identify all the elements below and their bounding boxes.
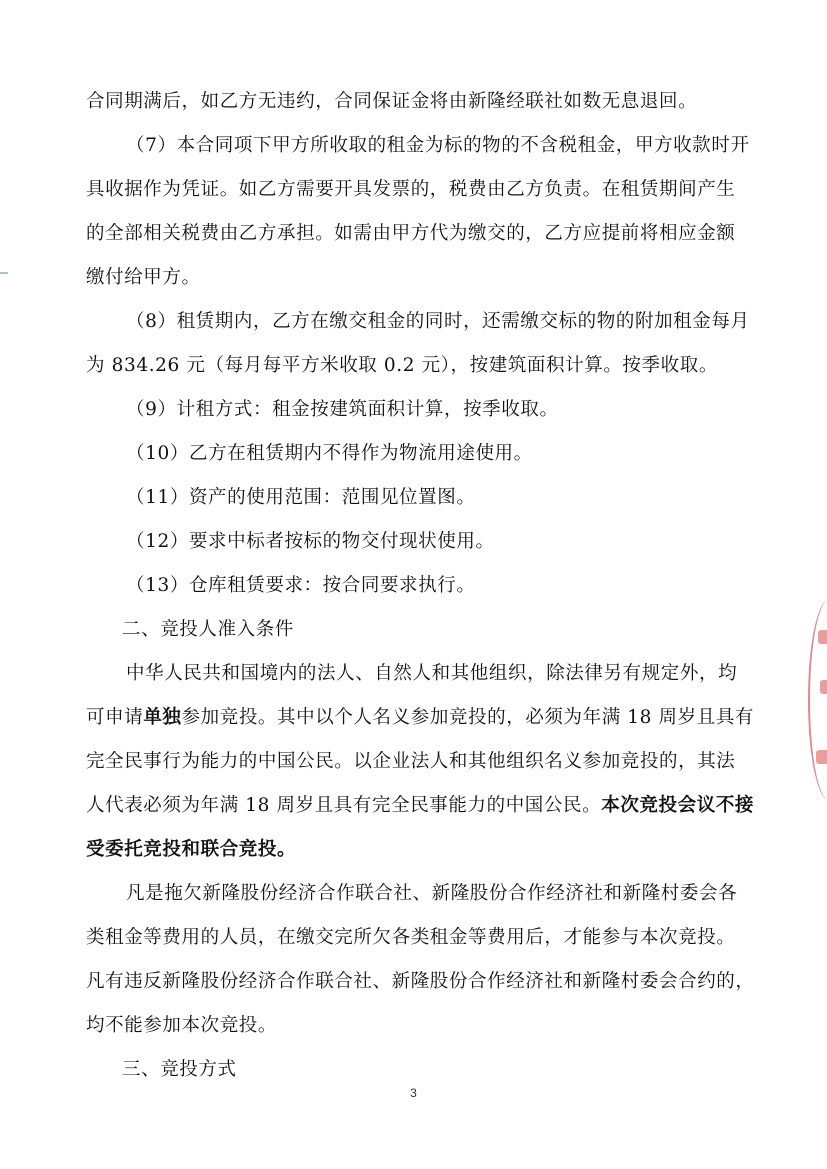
paragraph-line: 具收据作为凭证。如乙方需要开具发票的，税费由乙方负责。在租赁期间产生 (86, 179, 736, 200)
seal-mark (816, 750, 827, 764)
clause-12-line: （12）要求中标者按标的物交付现状使用。 (126, 531, 495, 552)
paragraph-line: 中华人民共和国境内的法人、自然人和其他组织，除法律另有规定外，均 (126, 663, 738, 684)
clause-10-line: （10）乙方在租赁期内不得作为物流用途使用。 (126, 443, 533, 464)
paragraph-line (86, 706, 756, 730)
paragraph-line: 完全民事行为能力的中国公民。以企业法人和其他组织名义参加竞投的，其法 (86, 751, 736, 772)
emphasis-text: 单独 (143, 707, 182, 728)
paragraph-text: 可申请 (86, 707, 144, 728)
paragraph-line: 合同期满后，如乙方无违约，合同保证金将由新隆经联社如数无息退回。 (86, 91, 698, 112)
section-heading-bidding-method: 三、竞投方式 (122, 1059, 237, 1080)
paragraph-line: 的全部相关税费由乙方承担。如需由甲方代为缴交的，乙方应提前将相应金额 (86, 223, 736, 244)
paragraph-line: 为 834.26 元（每月每平方米收取 0.2 元），按建筑面积计算。按季收取。 (86, 355, 718, 376)
emphasis-text: 本次竞投会议不接 (601, 795, 755, 816)
paragraph-line: 类租金等费用的人员，在缴交完所欠各类租金等费用后，才能参与本次竞投。 (86, 927, 736, 948)
paragraph-line: 均不能参加本次竞投。 (86, 1015, 278, 1036)
scan-edge-mark (0, 272, 8, 274)
paragraph-line: 凡有违反新隆股份经济合作联合社、新隆股份合作经济社和新隆村委会合约的， (86, 971, 755, 992)
emphasis-line: 受委托竞投和联合竞投。 (86, 839, 297, 860)
clause-11-line: （11）资产的使用范围：范围见位置图。 (126, 487, 476, 508)
seal-fragment (808, 600, 827, 800)
clause-7-line: （7）本合同项下甲方所收取的租金为标的物的不含税租金，甲方收款时开 (126, 135, 750, 156)
seal-mark (818, 630, 827, 644)
clause-13-line: （13）仓库租赁要求：按合同要求执行。 (126, 575, 476, 596)
paragraph-line: 凡是拖欠新隆股份经济合作联合社、新隆股份合作经济社和新隆村委会各 (126, 883, 738, 904)
paragraph-line: 缴付给甲方。 (86, 267, 201, 288)
section-heading-eligibility: 二、竞投人准入条件 (122, 619, 294, 640)
clause-8-line: （8）租赁期内，乙方在缴交租金的同时，还需缴交标的物的附加租金每月 (126, 311, 750, 332)
paragraph-line (86, 794, 756, 818)
seal-mark (820, 680, 827, 694)
paragraph-text: 参加竞投。其中以个人名义参加竞投的，必须为年满 18 周岁且具有 (181, 707, 755, 728)
clause-9-line: （9）计租方式：租金按建筑面积计算，按季收取。 (126, 399, 559, 420)
page-number: 3 (410, 1086, 417, 1100)
paragraph-text: 人代表必须为年满 18 周岁且具有完全民事能力的中国公民。 (86, 795, 602, 816)
